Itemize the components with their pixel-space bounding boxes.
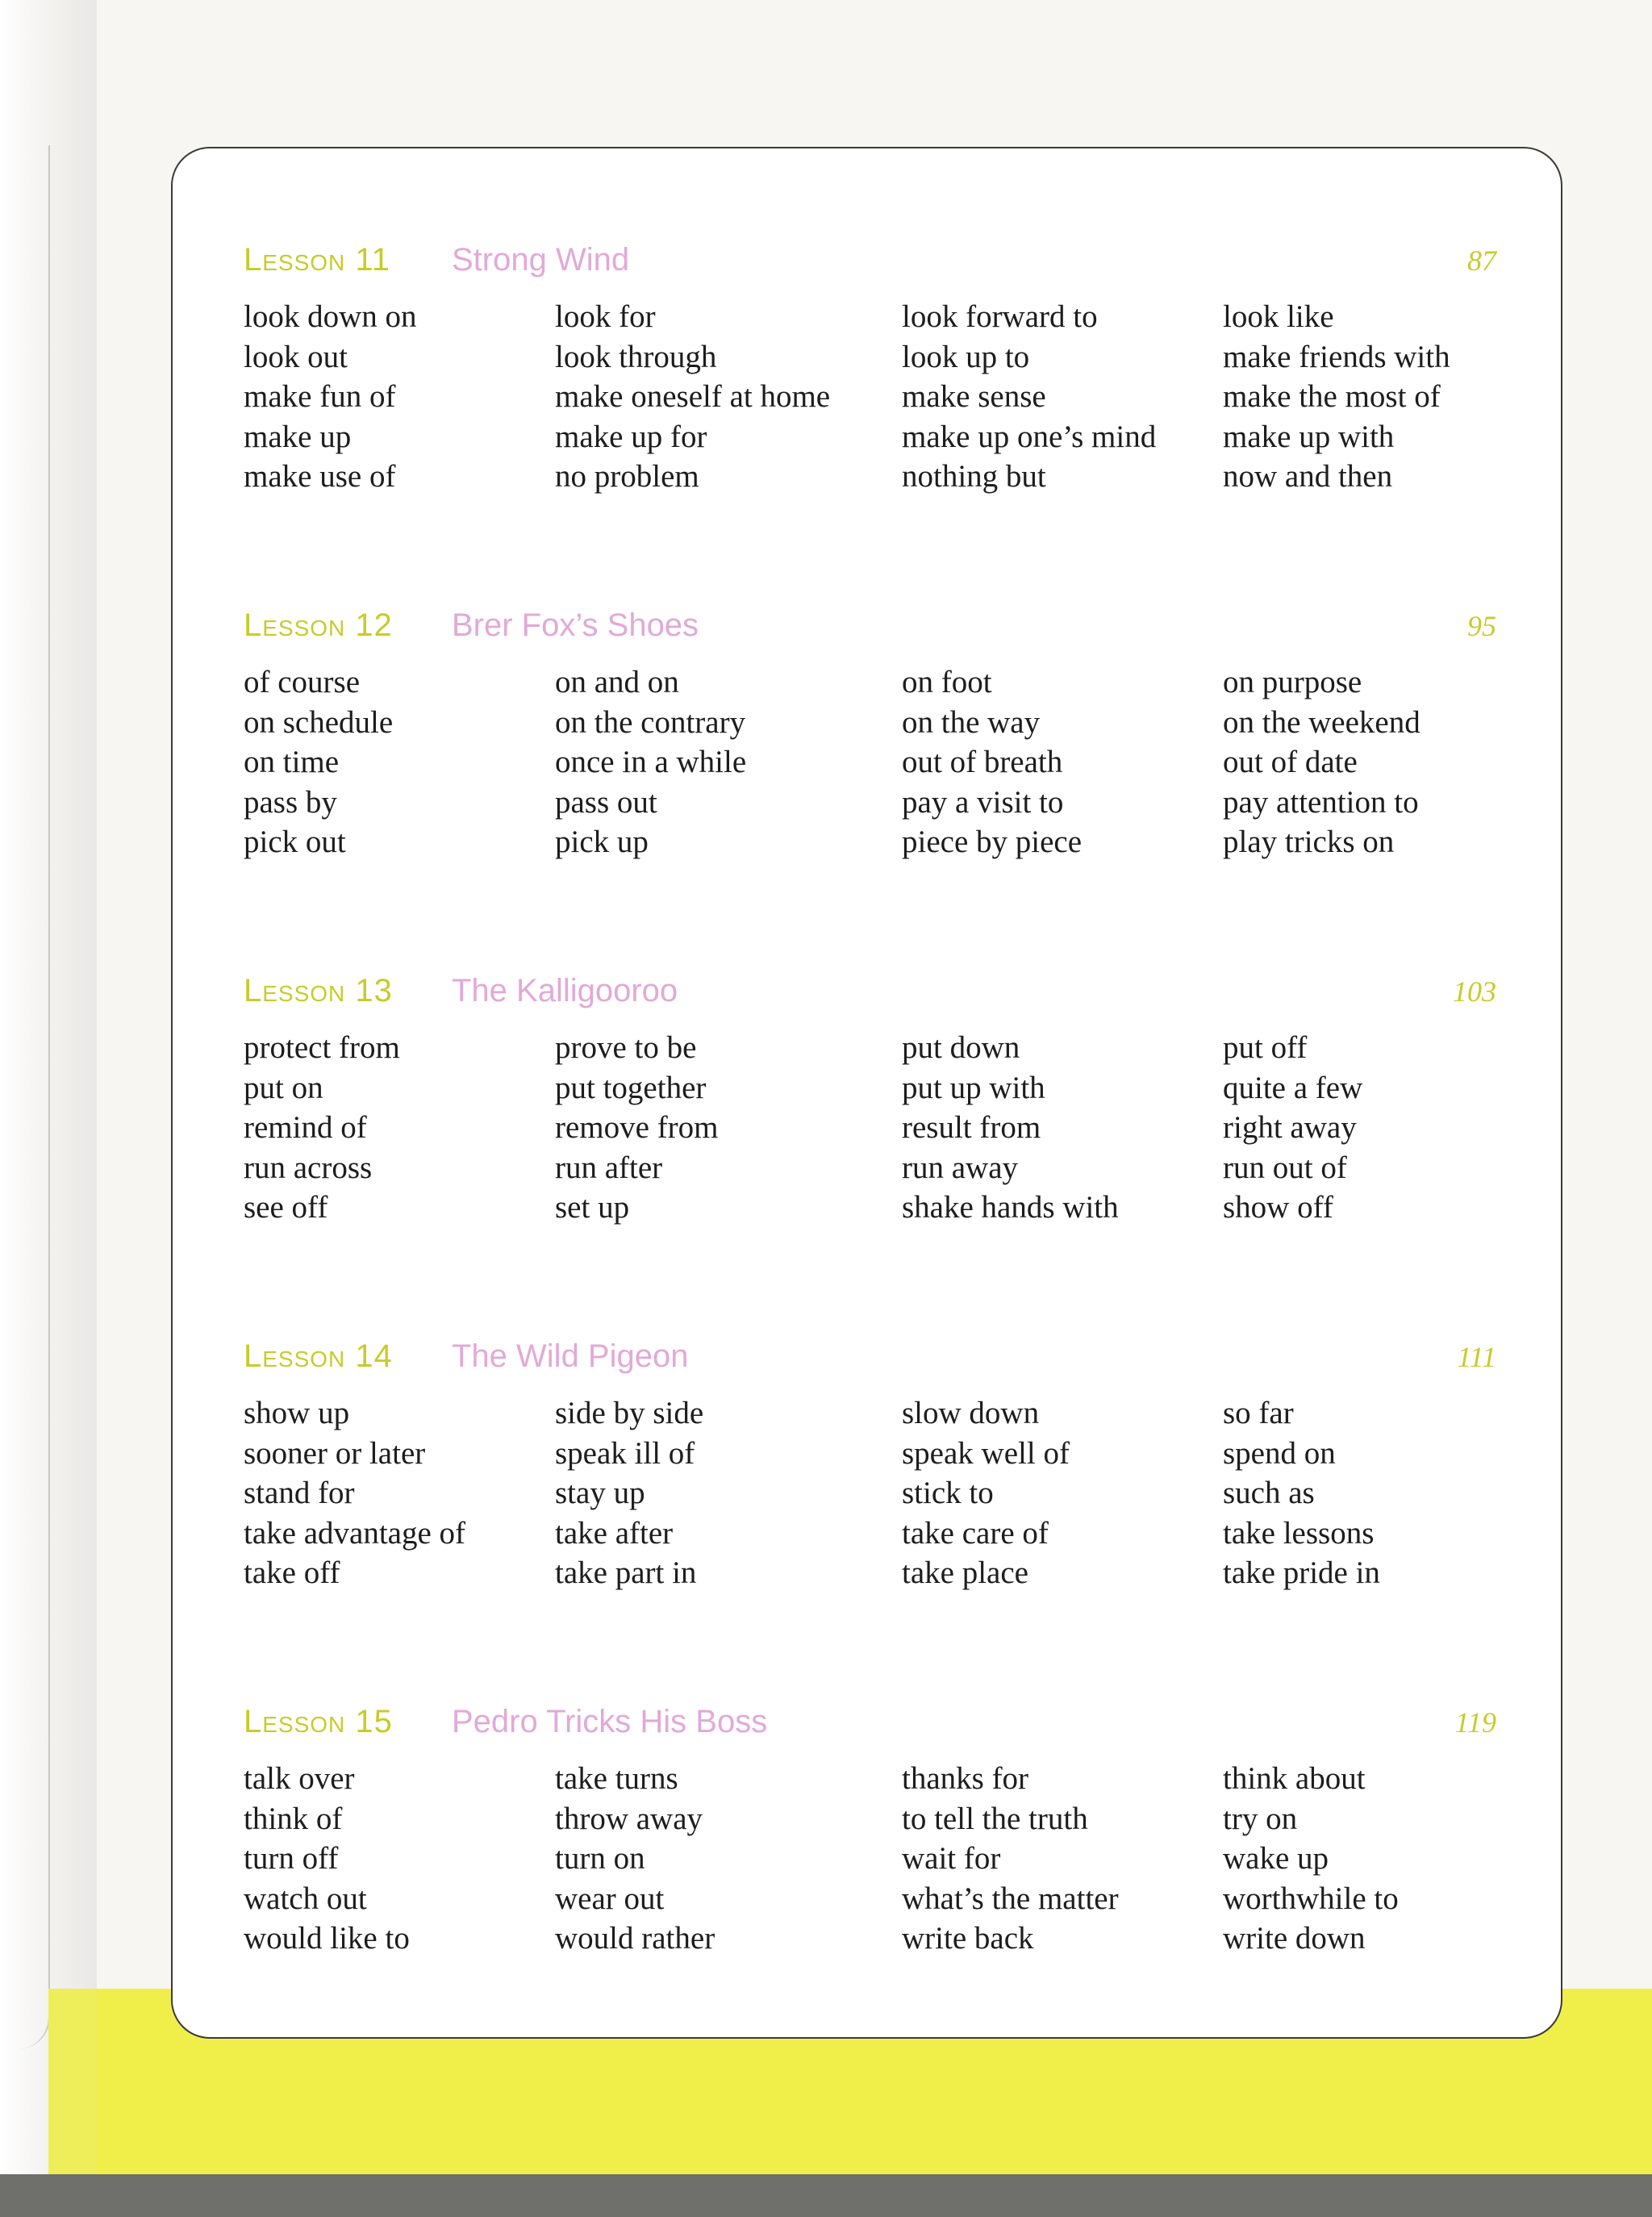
lesson-label: Lesson 15 <box>244 1704 393 1739</box>
phrase-item: on and on <box>555 665 679 699</box>
phrase-item: try on <box>1223 1801 1298 1836</box>
phrase-column-3 <box>902 1393 1070 1593</box>
phrase-item: put on <box>244 1070 323 1105</box>
phrase-column-4 <box>1223 297 1450 497</box>
phrase-item: wake up <box>1223 1841 1329 1876</box>
lesson-page-number: 95 <box>1467 610 1496 642</box>
phrase-item: write down <box>1223 1921 1366 1956</box>
phrase-item: on the weekend <box>1223 704 1420 740</box>
phrase-item: show off <box>1223 1190 1333 1225</box>
phrase-column-2 <box>555 1759 715 1959</box>
phrase-item: so far <box>1223 1396 1294 1430</box>
phrase-column-2 <box>555 297 830 497</box>
phrase-item: make sense <box>902 379 1046 414</box>
phrase-item: spend on <box>1223 1435 1336 1471</box>
phrase-item: think of <box>244 1801 343 1836</box>
phrase-item: no problem <box>555 459 699 494</box>
phrase-item: now and then <box>1223 459 1393 494</box>
lesson-page-number: 87 <box>1467 244 1496 277</box>
phrase-column-1 <box>244 662 393 862</box>
phrase-item: write back <box>902 1921 1034 1956</box>
phrase-column-4 <box>1223 1759 1399 1959</box>
phrase-item: turn on <box>555 1841 645 1876</box>
phrase-item: stay up <box>555 1476 645 1510</box>
page-fold <box>0 145 50 2049</box>
phrase-item: pick out <box>244 825 346 859</box>
phrase-item: remove from <box>555 1110 719 1145</box>
phrase-item: make up one’s mind <box>902 419 1157 454</box>
phrase-item: on the contrary <box>555 704 746 740</box>
phrase-item: wear out <box>555 1881 665 1916</box>
bottom-strip <box>0 2174 1652 2217</box>
phrase-item: pick up <box>555 825 649 859</box>
lesson-label: Lesson 13 <box>244 973 393 1008</box>
phrase-item: on time <box>244 745 340 779</box>
phrase-item: talk over <box>244 1761 355 1796</box>
phrase-item: pass out <box>555 784 657 820</box>
phrase-column-1 <box>244 1028 400 1228</box>
phrase-item: on foot <box>902 665 992 699</box>
phrase-item: take care of <box>902 1515 1049 1551</box>
lesson-header <box>244 607 1496 656</box>
phrase-item: see off <box>244 1190 328 1225</box>
phrase-item: on purpose <box>1223 665 1362 699</box>
phrase-column-4 <box>1223 1393 1380 1593</box>
phrase-item: wait for <box>902 1841 1001 1876</box>
phrase-item: take pride in <box>1223 1555 1380 1590</box>
lesson-label: Lesson 14 <box>244 1338 393 1374</box>
lesson-title: Brer Fox’s Shoes <box>452 607 699 643</box>
phrase-item: take advantage of <box>244 1515 466 1551</box>
phrase-item: on the way <box>902 704 1041 740</box>
phrase-item: thanks for <box>902 1761 1029 1796</box>
lesson-header <box>244 973 1496 1021</box>
phrase-item: look through <box>555 339 717 374</box>
phrase-item: of course <box>244 665 361 699</box>
phrase-item: result from <box>902 1110 1041 1145</box>
phrase-item: make up with <box>1223 419 1395 454</box>
phrase-item: run out of <box>1223 1150 1347 1185</box>
lesson-title: Strong Wind <box>452 242 630 278</box>
phrase-column-2 <box>555 1393 703 1593</box>
lesson-label: Lesson 11 <box>244 242 390 278</box>
phrase-item: look for <box>555 299 656 334</box>
phrase-column-3 <box>902 662 1082 862</box>
phrase-item: look forward to <box>902 299 1098 334</box>
phrase-item: prove to be <box>555 1030 697 1065</box>
phrase-item: put off <box>1223 1030 1308 1065</box>
lesson-page-number: 119 <box>1454 1706 1496 1739</box>
phrase-item: run away <box>902 1150 1019 1185</box>
phrase-item: put down <box>902 1030 1020 1065</box>
phrase-column-1 <box>244 1393 465 1593</box>
phrase-item: would like to <box>244 1921 410 1956</box>
phrase-item: show up <box>244 1396 350 1430</box>
phrase-item: put together <box>555 1070 707 1105</box>
phrase-item: stick to <box>902 1476 994 1510</box>
lesson-header <box>244 1338 1496 1387</box>
lesson-title: Pedro Tricks His Boss <box>452 1704 768 1739</box>
phrase-column-1 <box>244 297 417 497</box>
lesson-header <box>244 242 1496 290</box>
phrase-item: take after <box>555 1515 674 1551</box>
phrase-item: stand for <box>244 1476 355 1510</box>
phrase-item: to tell the truth <box>902 1801 1088 1836</box>
phrase-item: make up <box>244 419 352 454</box>
phrase-item: take place <box>902 1555 1028 1590</box>
phrase-item: watch out <box>244 1881 367 1916</box>
phrase-item: pay a visit to <box>902 784 1064 820</box>
phrase-item: look up to <box>902 339 1030 374</box>
phrase-item: piece by piece <box>902 825 1083 859</box>
phrase-item: make fun of <box>244 379 396 414</box>
phrase-item: out of breath <box>902 745 1063 779</box>
lesson-label: Lesson 12 <box>244 607 393 643</box>
phrase-item: turn off <box>244 1841 339 1876</box>
phrase-item: take part in <box>555 1555 697 1590</box>
lesson-header <box>244 1704 1496 1752</box>
phrase-item: think about <box>1223 1761 1366 1796</box>
lesson-page-number: 111 <box>1457 1341 1496 1373</box>
phrase-item: throw away <box>555 1801 703 1836</box>
phrase-item: take off <box>244 1555 340 1590</box>
phrase-item: look like <box>1223 299 1334 334</box>
phrase-item: take turns <box>555 1761 678 1796</box>
phrase-item: make friends with <box>1223 339 1450 374</box>
lesson-title: The Wild Pigeon <box>452 1338 689 1374</box>
phrase-item: out of date <box>1223 745 1358 779</box>
yellow-band-left <box>48 1989 97 2174</box>
phrase-item: on schedule <box>244 704 394 740</box>
phrase-column-1 <box>244 1759 410 1959</box>
phrase-item: would rather <box>555 1921 715 1956</box>
phrase-item: make up for <box>555 419 707 454</box>
phrase-column-2 <box>555 662 746 862</box>
phrase-item: speak ill of <box>555 1435 695 1471</box>
phrase-item: sooner or later <box>244 1435 426 1471</box>
phrase-item: set up <box>555 1190 630 1225</box>
phrase-item: play tricks on <box>1223 825 1395 859</box>
phrase-item: run across <box>244 1150 373 1185</box>
phrase-item: slow down <box>902 1396 1040 1430</box>
phrase-column-3 <box>902 1028 1119 1228</box>
phrase-item: make the most of <box>1223 379 1441 414</box>
phrase-item: what’s the matter <box>902 1881 1119 1916</box>
phrase-item: put up with <box>902 1070 1045 1105</box>
phrase-panel <box>171 147 1562 2039</box>
phrase-item: pay attention to <box>1223 784 1419 820</box>
phrase-column-4 <box>1223 1028 1362 1228</box>
phrase-column-3 <box>902 297 1156 497</box>
phrase-item: shake hands with <box>902 1190 1119 1225</box>
phrase-item: quite a few <box>1223 1070 1363 1105</box>
phrase-item: once in a while <box>555 745 747 779</box>
phrase-column-3 <box>902 1759 1119 1959</box>
phrase-column-4 <box>1223 662 1420 862</box>
lesson-title: The Kalligooroo <box>452 973 678 1008</box>
phrase-item: worthwhile to <box>1223 1881 1399 1916</box>
phrase-item: take lessons <box>1223 1515 1375 1551</box>
phrase-item: make use of <box>244 459 396 494</box>
phrase-item: right away <box>1223 1110 1357 1145</box>
phrase-item: look down on <box>244 299 417 334</box>
phrase-item: run after <box>555 1150 663 1185</box>
phrase-item: make oneself at home <box>555 379 831 414</box>
phrase-item: pass by <box>244 784 337 820</box>
lesson-page-number: 103 <box>1453 975 1496 1008</box>
phrase-item: look out <box>244 339 348 374</box>
phrase-item: such as <box>1223 1476 1315 1510</box>
phrase-item: protect from <box>244 1030 400 1065</box>
phrase-item: remind of <box>244 1110 367 1145</box>
phrase-item: side by side <box>555 1396 704 1430</box>
phrase-item: speak well of <box>902 1435 1070 1471</box>
phrase-item: nothing but <box>902 459 1046 494</box>
phrase-column-2 <box>555 1028 719 1228</box>
